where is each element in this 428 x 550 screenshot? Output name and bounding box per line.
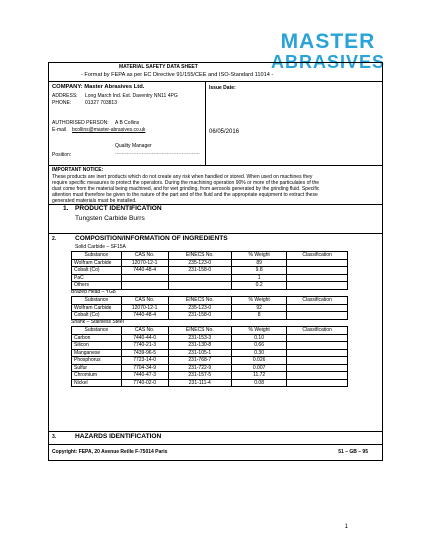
cell (121, 274, 168, 282)
cell: 9.8 (232, 267, 287, 275)
cell: 7740-02-0 (121, 379, 168, 387)
section3-number: 3. (52, 434, 57, 440)
issue-date-label: Issue Date: (209, 85, 236, 91)
cell: 8 (232, 312, 287, 320)
divider (49, 233, 382, 234)
cell: 12070-12-1 (121, 304, 168, 312)
cell (287, 267, 348, 275)
authorised-person-value: A B Collins (115, 120, 140, 126)
cell: Cobalt (Co) (72, 267, 122, 275)
header-cell: % Weight (232, 297, 287, 305)
header-cell: CAS No. (121, 327, 168, 335)
issue-date-value: 06/05/2016 (209, 129, 240, 135)
table-row (72, 304, 348, 312)
cell: 235-123-0 (168, 304, 231, 312)
cell: Manganese (72, 349, 122, 357)
table1-caption: Solid Carbide – SF15A (75, 244, 126, 250)
cell (287, 312, 348, 320)
cell: Chromium (72, 372, 122, 380)
notice-line: require specific measures to protect the operators. During the machining operation 90% or more of the particulates of the (52, 180, 320, 186)
header-cell: Classification (287, 297, 348, 305)
section1-title: PRODUCT IDENTIFICATION (75, 205, 162, 212)
section3-title: HAZARDS IDENTIFICATION (75, 433, 162, 440)
table-header-row (72, 297, 348, 305)
header-cell: % Weight (232, 327, 287, 335)
section2-title: COMPOSITION/INFORMATION OF INGREDIENTS (75, 235, 228, 242)
table-brazed-head (71, 296, 348, 320)
table-shank (71, 326, 348, 387)
table2-caption: Brazed Head – YG8 (71, 289, 116, 295)
cell: Others (72, 282, 122, 290)
cell (287, 379, 348, 387)
header-cell: Substance (72, 252, 122, 260)
cell: 0.007 (232, 364, 287, 372)
header-cell: EINECS No. (168, 297, 231, 305)
header-cell: CAS No. (121, 297, 168, 305)
cell: 231-105-1 (168, 349, 231, 357)
divider (49, 444, 382, 445)
logo-line1: MASTER (280, 30, 376, 53)
cell (287, 342, 348, 350)
cell: 1 (232, 274, 287, 282)
cell: Phosphorus (72, 357, 122, 365)
divider (49, 81, 382, 82)
cell (287, 334, 348, 342)
cell: 7440-48-4 (121, 312, 168, 320)
table-header-row (72, 252, 348, 260)
cell: 7440-44-0 (121, 334, 168, 342)
cell: 92 (232, 304, 287, 312)
company-name: COMPANY: Master Abrasives Ltd. (52, 84, 145, 90)
header-cell: EINECS No. (168, 327, 231, 335)
cell: Nickel (72, 379, 122, 387)
cell: 231-768-7 (168, 357, 231, 365)
cell: 12070-12-1 (121, 259, 168, 267)
footer-reference: 51 – GB – 95 (338, 449, 368, 455)
phone-value: 01327 703813 (85, 100, 117, 106)
cell: 231-111-4 (168, 379, 231, 387)
cell (287, 372, 348, 380)
cell: 7440-48-4 (121, 267, 168, 275)
notice-line: These products are inert products which do not create any risk when handled or stored. When used on machines they (52, 174, 313, 180)
page-number: 1 (344, 524, 348, 530)
position-label: Position: (52, 152, 72, 158)
cell: 0.2 (232, 282, 287, 290)
role-value: Quality Manager (115, 143, 152, 149)
cell (287, 304, 348, 312)
cell: 0.08 (232, 379, 287, 387)
cell (287, 357, 348, 365)
table-solid-carbide (71, 251, 348, 290)
header-cell: Substance (72, 327, 122, 335)
cell: 7723-14-0 (121, 357, 168, 365)
table-row (72, 274, 348, 282)
cell: 7704-34-9 (121, 364, 168, 372)
cell: 231-158-0 (168, 267, 231, 275)
table-row (72, 357, 348, 365)
table-row (72, 267, 348, 275)
table-row (72, 379, 348, 387)
logo-line2: ABRASIVES (270, 52, 386, 70)
email-label: E-mail (52, 127, 67, 133)
header-cell: Classification (287, 327, 348, 335)
cell (287, 274, 348, 282)
cell: 7740-21-3 (121, 342, 168, 350)
cell: 0.30 (232, 349, 287, 357)
cell: Cobalt (Co) (72, 312, 122, 320)
cell: 231-158-0 (168, 312, 231, 320)
cell (168, 282, 231, 290)
cell: Sulfur (72, 364, 122, 372)
cell: Wolfram Carbide (72, 259, 122, 267)
header-cell: Substance (72, 297, 122, 305)
footer-copyright: Copyright: FEPA, 20 Avenue Reille F-75014 Paris (52, 449, 168, 455)
address-label: ADDRESS: (52, 93, 78, 99)
email-link[interactable]: bcollins@master-abrasives.co.uk (72, 127, 146, 133)
header-cell: EINECS No. (168, 252, 231, 260)
notice-line: generated materials must be installed. (52, 198, 137, 204)
cell: 7440-47-3 (121, 372, 168, 380)
document-title: MATERIAL SAFETY DATA SHEET (119, 64, 198, 70)
column-divider (205, 81, 206, 165)
table-row (72, 334, 348, 342)
table-row (72, 282, 348, 290)
cell: 235-123-0 (168, 259, 231, 267)
notice-title: IMPORTANT NOTICE: (52, 167, 104, 173)
cell (287, 364, 348, 372)
cell: 89 (232, 259, 287, 267)
phone-label: PHONE: (52, 100, 72, 106)
table-row (72, 312, 348, 320)
table-row (72, 372, 348, 380)
cell: 0.66 (232, 342, 287, 350)
notice-line: dust come from the material being machined, and for wet grinding, from aerosols generated by the grinding fluid. Specific (52, 186, 320, 192)
header-cell: CAS No. (121, 252, 168, 260)
cell: Carbon (72, 334, 122, 342)
divider (49, 431, 382, 432)
table-header-row (72, 327, 348, 335)
cell: Silicon (72, 342, 122, 350)
cell (121, 282, 168, 290)
cell: 11.72 (232, 372, 287, 380)
msds-document (48, 62, 383, 461)
header-cell: % Weight (232, 252, 287, 260)
cell: 231-722-9 (168, 364, 231, 372)
cell: Wolfram Carbide (72, 304, 122, 312)
notice-line: attention must therefore be given to the nature of the part and of the fluid and the appropriate equipment to extract these (52, 192, 318, 198)
table-row (72, 364, 348, 372)
cell (287, 282, 348, 290)
section2-number: 2. (52, 236, 57, 242)
position-value: …………………………………………… (115, 150, 200, 156)
cell (287, 259, 348, 267)
address-value: Long March Ind. Est. Daventry NN11 4PG (85, 93, 178, 99)
document-subtitle: - Format by FEPA as per EC Directive 91/155/CEE and ISO-Standard 11014 - (81, 72, 274, 78)
cell (287, 349, 348, 357)
product-name: Tungsten Carbide Burrs (75, 215, 145, 222)
cell: PaC (72, 274, 122, 282)
divider (49, 165, 382, 166)
header-cell: Classification (287, 252, 348, 260)
table3-caption: Shank – Stainless Steel (71, 319, 124, 325)
table-row (72, 342, 348, 350)
table-row (72, 259, 348, 267)
table-row (72, 349, 348, 357)
section1-number: 1. (63, 205, 69, 212)
authorised-person-label: AUTHORISED PERSON: (52, 120, 109, 126)
cell (168, 274, 231, 282)
cell: 231-153-3 (168, 334, 231, 342)
cell: 7439-96-5 (121, 349, 168, 357)
cell: 231-157-5 (168, 372, 231, 380)
cell: 231-130-8 (168, 342, 231, 350)
cell: 0.026 (232, 357, 287, 365)
cell: 0.10 (232, 334, 287, 342)
